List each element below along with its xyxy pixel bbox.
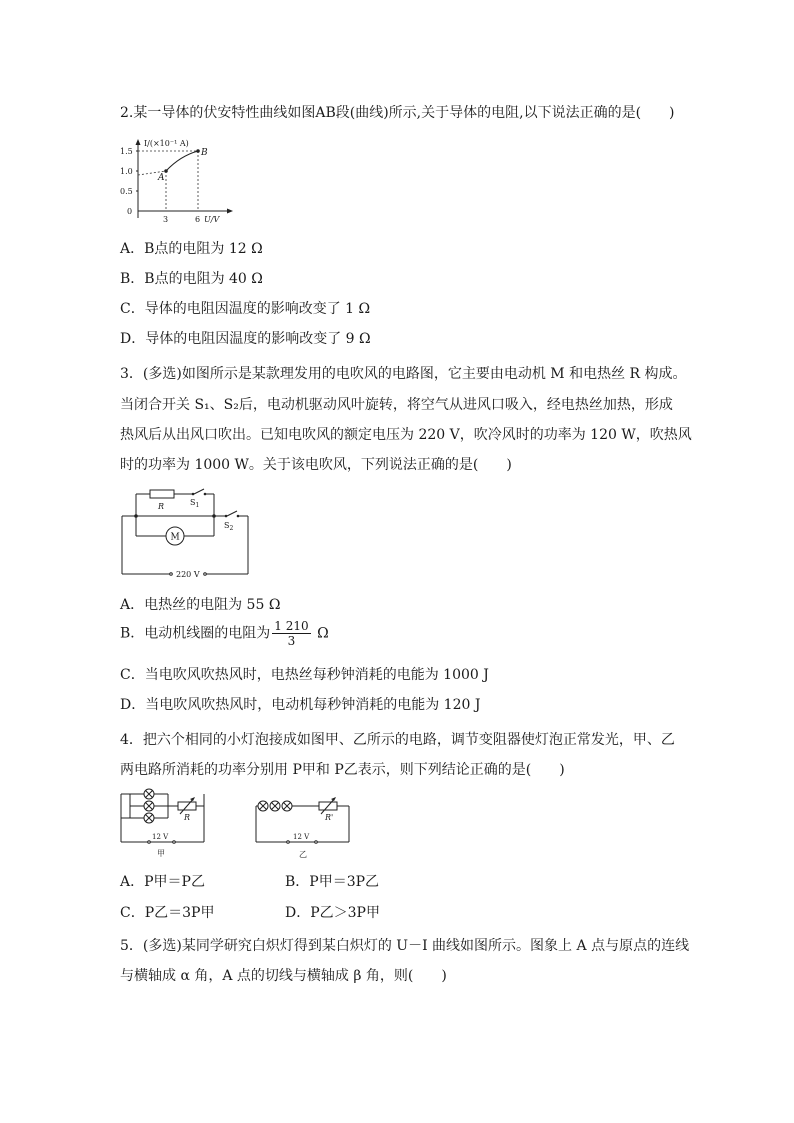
label-m: M bbox=[170, 532, 180, 543]
q3-option-d: D．当电吹风吹热风时，电动机每秒钟消耗的电能为 120 J bbox=[120, 697, 481, 713]
q4-option-a: A．P甲＝P乙 bbox=[120, 874, 205, 890]
fraction-numerator: 1 210 bbox=[274, 619, 309, 633]
q3-line-1: 3．(多选)如图所示是某款理发用的电吹风的电路图，它主要由电动机 M 和电热丝 R 构成。 bbox=[120, 366, 687, 382]
y-tick-1-0: 1.0 bbox=[120, 167, 133, 176]
q3-option-b-prefix: B．电动机线圈的电阻为 bbox=[120, 625, 271, 642]
q3-option-b bbox=[120, 619, 329, 648]
q2-option-c: C．导体的电阻因温度的影响改变了 1 Ω bbox=[120, 301, 371, 317]
q4-circuit-jia bbox=[118, 788, 233, 860]
q3-line-2: 当闭合开关 S₁、S₂后，电动机驱动风叶旋转，将空气从进风口吸入，经电热丝加热，形成 bbox=[120, 397, 673, 413]
q3-circuit-diagram bbox=[118, 488, 253, 580]
fraction-denominator: 3 bbox=[287, 634, 296, 648]
lamp bbox=[258, 801, 292, 811]
x-axis-label: U/V bbox=[204, 215, 220, 224]
q4-option-d: D．P乙＞3P甲 bbox=[285, 905, 380, 921]
q4-line-1: 4．把六个相同的小灯泡接成如图甲、乙所示的电路，调节变阻器使灯泡正常发光，甲、乙 bbox=[120, 732, 675, 748]
y-tick-0-5: 0.5 bbox=[120, 187, 133, 196]
q2-option-a: A．B点的电阻为 12 Ω bbox=[120, 241, 263, 257]
q5-line-2: 与横轴成 α 角，A 点的切线与横轴成 β 角，则( ) bbox=[120, 968, 447, 984]
voltage-jia: 12 V bbox=[152, 833, 169, 841]
point-a bbox=[164, 169, 168, 173]
y-axis-arrow bbox=[136, 139, 141, 145]
resistor-r bbox=[150, 490, 174, 498]
label-r-jia: R bbox=[184, 813, 191, 822]
q4-circuit-yi bbox=[253, 800, 363, 860]
q3-line-4: 时的功率为 1000 W。关于该电吹风，下列说法正确的是( ) bbox=[120, 457, 512, 473]
q4-option-c: C．P乙＝3P甲 bbox=[120, 905, 215, 921]
label-voltage: 220 V bbox=[176, 570, 200, 579]
unit-ohm: Ω bbox=[317, 625, 329, 642]
y-tick-0: 0 bbox=[127, 207, 133, 216]
caption-jia: 甲 bbox=[157, 849, 165, 858]
q2-option-b: B．B点的电阻为 40 Ω bbox=[120, 271, 263, 287]
point-b bbox=[196, 149, 200, 153]
y-tick-1-5: 1.5 bbox=[120, 147, 133, 156]
label-s1: $S_1$ bbox=[190, 498, 200, 509]
q2-option-d: D．导体的电阻因温度的影响改变了 9 Ω bbox=[120, 331, 371, 347]
q3-line-3: 热风后从出风口吹出。已知电吹风的额定电压为 220 V，吹冷风时的功率为 120 W，吹热风 bbox=[120, 427, 692, 443]
q5-line-1: 5．(多选)某同学研究白炽灯得到某白炽灯的 U－I 曲线如图所示。图象上 A 点与原点的连线 bbox=[120, 938, 690, 954]
caption-yi: 乙 bbox=[299, 850, 307, 859]
switch-s2 bbox=[227, 511, 237, 516]
label-r: R bbox=[158, 502, 165, 511]
q2-iu-graph bbox=[118, 136, 258, 228]
q3-option-a: A．电热丝的电阻为 55 Ω bbox=[120, 597, 281, 613]
x-tick-3: 3 bbox=[163, 215, 169, 224]
lamp bbox=[144, 789, 154, 823]
label-a: A bbox=[158, 173, 165, 183]
x-axis-arrow bbox=[227, 209, 233, 214]
label-r-yi: R' bbox=[325, 813, 334, 822]
switch-s1 bbox=[194, 489, 204, 494]
fraction bbox=[272, 619, 310, 648]
voltage-yi: 12 V bbox=[293, 833, 310, 841]
q3-option-c: C．当电吹风吹热风时，电热丝每秒钟消耗的电能为 1000 J bbox=[120, 667, 489, 683]
label-s2: $S_2$ bbox=[224, 521, 234, 532]
ab-curve bbox=[166, 151, 198, 171]
y-axis-label: I/(×10⁻¹ A) bbox=[144, 139, 189, 148]
q4-line-2: 两电路所消耗的功率分别用 P甲和 P乙表示，则下列结论正确的是( ) bbox=[120, 762, 565, 778]
q2-stem: 2.某一导体的伏安特性曲线如图AB段(曲线)所示,关于导体的电阻,以下说法正确的是( ) bbox=[120, 105, 675, 121]
label-b: B bbox=[201, 148, 208, 158]
q4-option-b: B．P甲＝3P乙 bbox=[285, 874, 380, 890]
x-tick-6: 6 bbox=[195, 215, 201, 224]
